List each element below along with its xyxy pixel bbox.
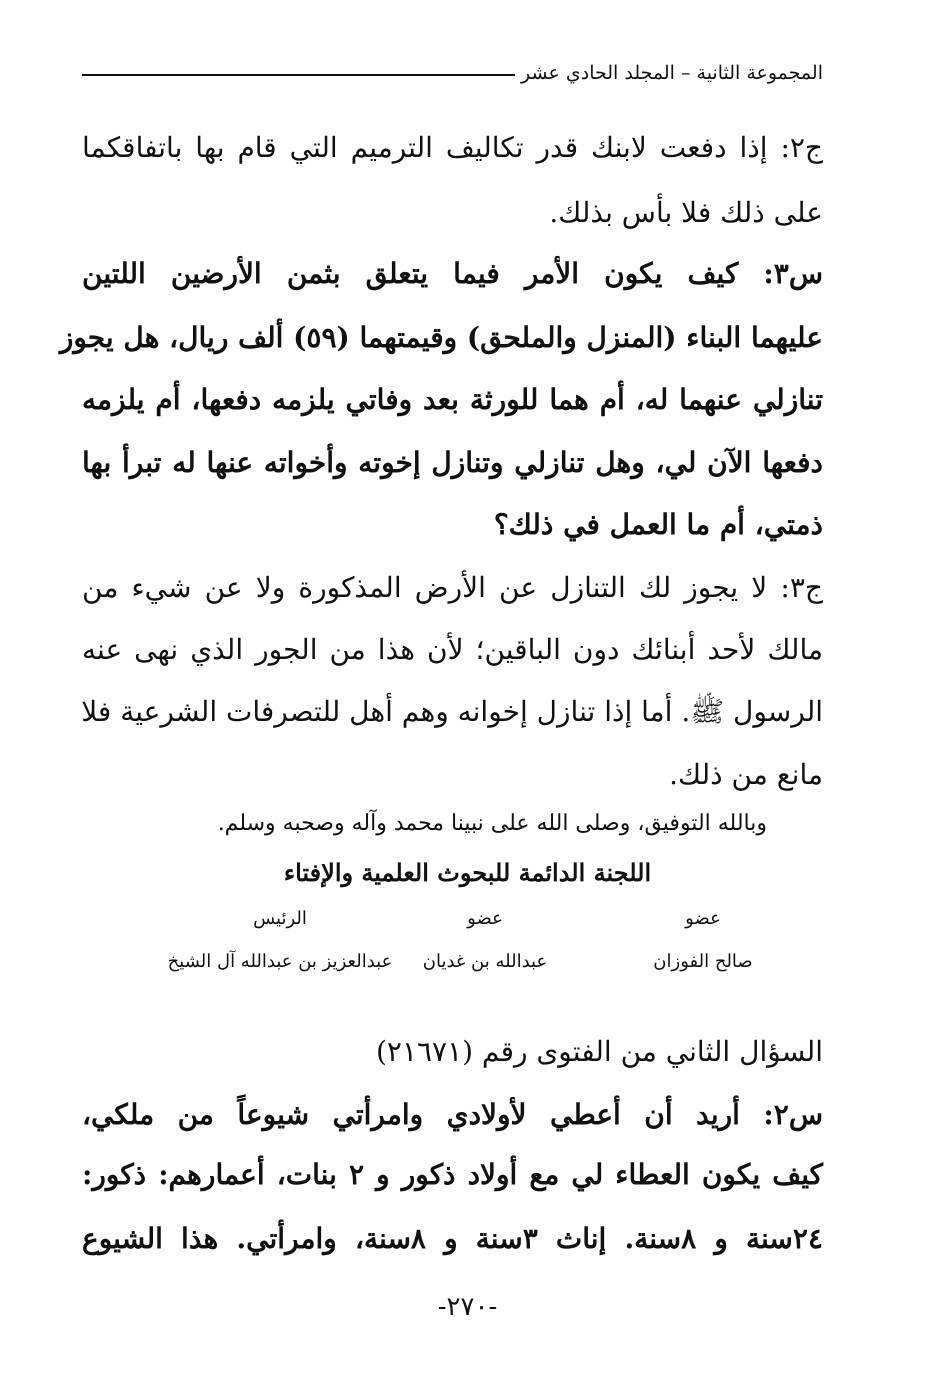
question3-line-5: ذمتي، أم ما العمل في ذلك؟	[493, 508, 823, 541]
question3-line-1: س٣: كيف يكون الأمر فيما يتعلق بثمن الأرضين اللتين	[82, 257, 823, 290]
closing-signoff: وبالله التوفيق، وصلى الله على نبينا محمد وآله وصحبه وسلم.	[217, 811, 767, 836]
question3-line-4: دفعها الآن لي، وهل تنازلي وتنازل إخوته وأخواته عنها له تبرأ بها	[82, 446, 823, 479]
answer2-line-2: على ذلك فلا بأس بذلك.	[549, 196, 823, 229]
committee-name: اللجنة الدائمة للبحوث العلمية والإفتاء	[283, 858, 652, 887]
question3-line-3: تنازلي عنهما له، أم هما للورثة بعد وفاتي يلزمه دفعها، أم يلزمه	[82, 383, 823, 416]
answer3-line-2: مالك لأحد أبنائك دون الباقين؛ لأن هذا من الجور الذي نهى عنه	[82, 633, 823, 666]
answer3-line-4: مانع من ذلك.	[669, 758, 823, 791]
question2-line-2: كيف يكون العطاء لي مع أولاد ذكور و ٢ بنات، أعمارهم: ذكور:	[82, 1158, 823, 1191]
signatory-name-member-1: صالح الفوزان	[653, 951, 753, 972]
signatory-role-member-2: عضو	[467, 908, 503, 929]
signatory-name-president: عبدالعزيز بن عبدالله آل الشيخ	[167, 951, 393, 972]
answer3-line-1: ج٣: لا يجوز لك التنازل عن الأرض المذكورة ولا عن شيء من	[82, 571, 823, 604]
page-number: -٢٧٠-	[437, 1292, 498, 1322]
question3-line-2: عليهما البناء (المنزل والملحق) وقيمتهما (٥٩) ألف ريال، هل يجوز	[59, 321, 823, 354]
running-header	[82, 62, 823, 84]
question2-line-1: س٢: أريد أن أعطي لأولادي وامرأتي شيوعاً من ملكي،	[82, 1098, 823, 1131]
signatory-role-president: الرئيس	[253, 908, 307, 929]
question2-heading: السؤال الثاني من الفتوى رقم (٢١٦٧١)	[375, 1035, 823, 1068]
question2-line-3: ٢٤سنة و ٨سنة. إناث ٣سنة و ٨سنة، وامرأتي. هذا الشيوع	[82, 1222, 823, 1255]
answer2-line-1: ج٢: إذا دفعت لابنك قدر تكاليف الترميم التي قام بها باتفاقكما	[82, 131, 823, 164]
header-rule	[82, 74, 515, 76]
signatory-name-member-2: عبدالله بن غديان	[422, 951, 548, 972]
answer3-line-3: الرسول ﷺ. أما إذا تنازل إخوانه وهم أهل للتصرفات الشرعية فلا	[81, 695, 823, 728]
signatory-role-member-1: عضو	[685, 908, 721, 929]
running-title: المجموعة الثانية – المجلد الحادي عشر	[521, 62, 823, 84]
